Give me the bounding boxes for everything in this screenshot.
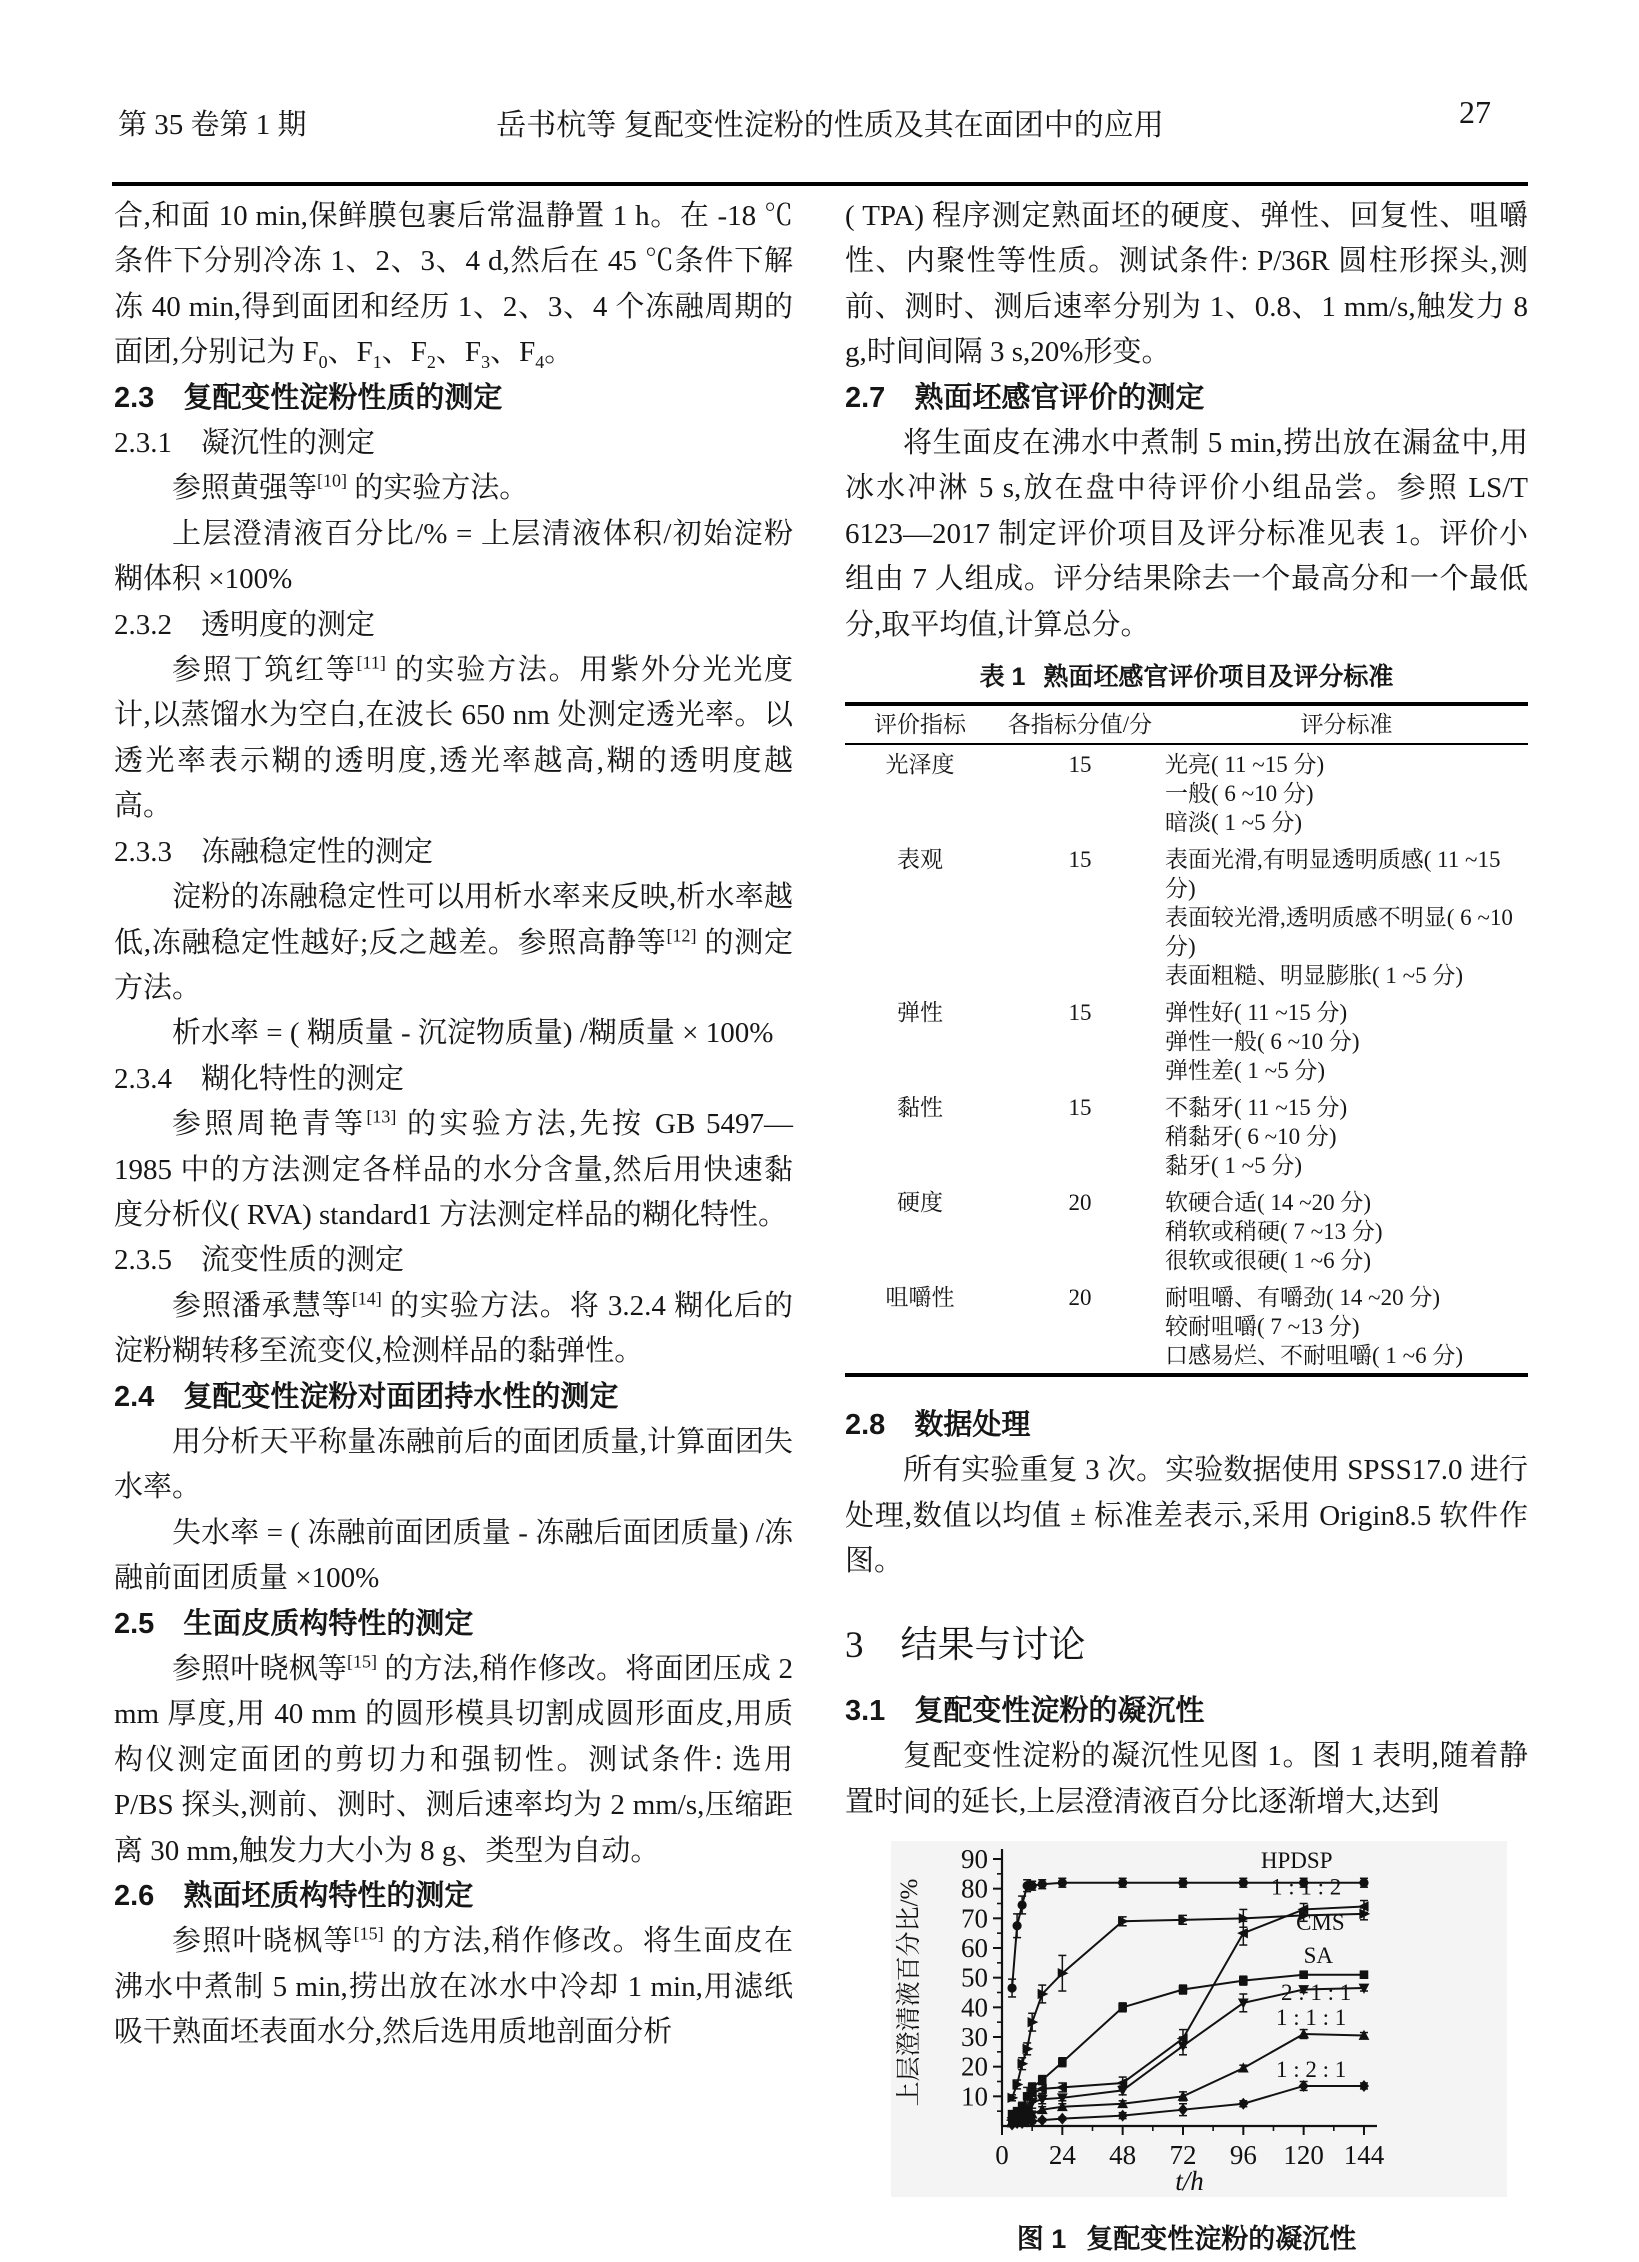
reference-superscript: [13] [366, 1106, 397, 1127]
paragraph [114, 1511, 793, 1602]
criteria-cell [1165, 845, 1528, 990]
running-title: 岳书杭等 复配变性淀粉的性质及其在面团中的应用 [496, 109, 1164, 142]
sub-subsection-heading: 2.3.3 冻融稳定性的测定 [114, 835, 434, 868]
text-run: 合,和面 10 min,保鲜膜包裹后常温静置 1 h。在 -18 ℃条件下分别冷冻 1、2、3、4 d,然后在 45 ℃条件下解冻 40 min,得到面团和经历 1、2、3、4 个冻融周期的面团,分别记为 F [114, 200, 793, 369]
indicator-cell: 黏性 [897, 1095, 943, 1121]
table-header-row [845, 706, 1528, 745]
page-number: 27 [1459, 94, 1491, 130]
sub-subsection-heading: 2.3.5 流变性质的测定 [114, 1244, 405, 1277]
criteria-line: 光亮( 11 ~15 分) [1165, 752, 1325, 778]
criteria-line: 一般( 6 ~10 分) [1165, 781, 1314, 807]
x-tick-label: 0 [995, 2139, 1009, 2170]
x-tick-label: 24 [1048, 2139, 1076, 2170]
reference-superscript: [15] [353, 1923, 384, 1944]
series-label-CMS: CMS [1296, 1910, 1345, 1936]
reference-superscript: [10] [317, 470, 348, 491]
journal-issue: 第 35 卷第 1 期 [118, 109, 307, 141]
sub-subsection-heading: 2.3.2 透明度的测定 [114, 608, 376, 641]
text-run: 用分析天平称量冻融前后的面团质量,计算面团失水率。 [114, 1425, 793, 1504]
x-tick-label: 120 [1283, 2139, 1324, 2170]
table-row [845, 1088, 1528, 1183]
y-tick-label: 10 [961, 2081, 988, 2112]
table-caption-text: 熟面坯感官评价项目及评分标准 [1043, 663, 1394, 692]
subscript: 0 [318, 352, 328, 373]
y-tick-label: 50 [961, 1962, 988, 1993]
subsection-heading: 2.8 数据处理 [845, 1409, 1031, 1442]
text-run: 参照叶晓枫等 [172, 1653, 348, 1685]
table-1 [845, 660, 1528, 1377]
criteria-line: 表面较光滑,透明质感不明显( 6 ~10 分) [1165, 905, 1513, 960]
indicator-cell: 弹性 [897, 1000, 943, 1026]
indicator-cell: 咀嚼性 [885, 1285, 955, 1311]
criteria-line: 不黏牙( 11 ~15 分) [1165, 1095, 1348, 1121]
paragraph [114, 1420, 793, 1511]
subsection-heading: 2.3 复配变性淀粉性质的测定 [114, 381, 503, 414]
criteria-line: 稍软或稍硬( 7 ~13 分) [1165, 1219, 1383, 1245]
text-run: 复配变性淀粉的凝沉性见图 1。图 1 表明,随着静置时间的延长,上层澄清液百分比逐渐增大,达到 [845, 1740, 1528, 1818]
x-tick-label: 48 [1109, 2139, 1137, 2170]
score-cell: 15 [1068, 1095, 1092, 1121]
criteria-cell [1165, 1283, 1528, 1370]
paragraph [114, 512, 793, 603]
x-tick-label: 96 [1229, 2139, 1257, 2170]
left-column [114, 194, 793, 2143]
subsection-heading: 2.6 熟面坯质构特性的测定 [114, 1880, 474, 1913]
subsection-heading: 2.4 复配变性淀粉对面团持水性的测定 [114, 1380, 619, 1413]
subscript: 3 [481, 352, 491, 373]
sensory-score-table [845, 702, 1528, 1377]
text-run: 参照周艳青等 [172, 1108, 367, 1141]
criteria-line: 口感易烂、不耐咀嚼( 1 ~6 分) [1165, 1343, 1464, 1369]
paragraph [845, 421, 1528, 648]
text-run: 的实验方法。用紫外分光光度计,以蒸馏水为空白,在波长 650 nm 处测定透光率。以透光率表示糊的透明度,透光率越高,糊的透明度越高。 [114, 654, 793, 823]
subscript: 1 [372, 352, 382, 373]
paragraph [114, 466, 793, 511]
table-1-caption [845, 660, 1528, 694]
criteria-line: 黏牙( 1 ~5 分) [1165, 1153, 1303, 1179]
reference-superscript: [15] [347, 1651, 378, 1672]
y-tick-label: 30 [961, 2021, 988, 2052]
paragraph [114, 1284, 793, 1375]
text-run: 、F [381, 336, 427, 369]
text-run: 、F [490, 336, 536, 369]
table-caption-label: 表 1 [979, 663, 1026, 692]
reference-superscript: [11] [356, 652, 386, 673]
indicator-cell: 光泽度 [885, 752, 955, 778]
text-run: 的测定方法。 [114, 926, 793, 1004]
text-run: ( TPA) 程序测定熟面坯的硬度、弹性、回复性、咀嚼性、内聚性等性质。测试条件: P/36R 圆柱形探头,测前、测时、测后速率分别为 1、0.8、1 mm/s,触发力 8 g,时间间隔 3 s,20%形变。 [845, 200, 1528, 369]
y-tick-label: 80 [961, 1873, 988, 1904]
subsection-heading: 2.7 熟面坯感官评价的测定 [845, 381, 1205, 414]
text-run: 的方法,稍作修改。将生面皮在沸水中煮制 5 min,捞出放在冰水中冷却 1 min,用滤纸吸干熟面坯表面水分,然后选用质地剖面分析 [114, 1925, 793, 2049]
text-run: 的实验方法。 [347, 472, 529, 505]
text-run: 析水率 = ( 糊质量 - 沉淀物质量) /糊质量 × 100% [172, 1017, 774, 1050]
sub-subsection-heading: 2.3.4 糊化特性的测定 [114, 1062, 405, 1095]
series-label-2:1:1: 2 : 1 : 1 [1281, 1979, 1352, 2005]
y-tick-label: 20 [961, 2051, 988, 2082]
criteria-line: 很软或很硬( 1 ~6 分) [1165, 1248, 1372, 1274]
criteria-line: 稍黏牙( 6 ~10 分) [1165, 1124, 1337, 1150]
y-tick-label: 70 [961, 1903, 988, 1934]
text-run: 、F [435, 336, 482, 369]
text-run: 失水率 = ( 冻融前面团质量 - 冻融后面团质量) /冻融前面团质量 ×100% [114, 1516, 793, 1595]
text-run: 参照潘承慧等 [172, 1289, 352, 1322]
y-axis-label: 上层澄清液百分比/% [896, 1878, 923, 2107]
text-run: 的实验方法,先按 GB 5497—1985 中的方法测定各样品的水分含量,然后用快速黏度分析仪( RVA) standard1 方法测定样品的糊化特性。 [114, 1108, 793, 1231]
score-cell: 15 [1068, 1000, 1092, 1026]
paragraph [114, 1011, 793, 1056]
table-header-cell: 评价指标 [874, 712, 966, 738]
criteria-line: 弹性一般( 6 ~10 分) [1165, 1029, 1360, 1055]
table-row [845, 745, 1528, 840]
criteria-line: 弹性差( 1 ~5 分) [1165, 1058, 1326, 1084]
paragraph [845, 194, 1528, 376]
score-cell: 15 [1068, 752, 1092, 778]
criteria-line: 弹性好( 11 ~15 分) [1165, 1000, 1348, 1026]
text-run: 所有实验重复 3 次。实验数据使用 SPSS17.0 进行处理,数值以均值 ± 标准差表示,采用 Origin8.5 软件作图。 [845, 1454, 1528, 1578]
series-label-1:1:2: 1 : 1 : 2 [1270, 1874, 1342, 1900]
paragraph [114, 194, 793, 376]
text-run: 的实验方法。将 3.2.4 糊化后的淀粉糊转移至流变仪,检测样品的黏弹性。 [114, 1289, 793, 1368]
sub-subsection-heading: 2.3.1 凝沉性的测定 [114, 427, 376, 460]
figure-caption-label: 图 1 [1016, 2223, 1067, 2254]
table-header-cell: 各指标分值/分 [1007, 712, 1153, 738]
subscript: 4 [535, 352, 545, 373]
x-axis-label: t/h [1175, 2165, 1204, 2196]
criteria-line: 软硬合适( 14 ~20 分) [1165, 1190, 1372, 1216]
x-tick-label: 72 [1169, 2139, 1197, 2170]
text-run: 上层澄清液百分比/% = 上层清液体积/初始淀粉糊体积 ×100% [114, 517, 793, 596]
y-tick-label: 40 [961, 1992, 988, 2023]
subsection-heading: 2.5 生面皮质构特性的测定 [114, 1607, 474, 1640]
paragraph [114, 1919, 793, 2055]
figure-1 [845, 1841, 1528, 2262]
indicator-cell: 硬度 [897, 1190, 943, 1216]
text-run: 将生面皮在沸水中煮制 5 min,捞出放在漏盆中,用冰水冲淋 5 s,放在盘中待评价小组品尝。参照 LS/T 6123—2017 制定评价项目及评分标准见表 1。评价小组由 7 人组成。评分结果除去一个最高分和一个最低分,取平均值,计算总分。 [845, 427, 1528, 641]
series-label-1:2:1: 1 : 2 : 1 [1275, 2056, 1347, 2082]
table-row [845, 993, 1528, 1088]
criteria-line: 较耐咀嚼( 7 ~13 分) [1165, 1314, 1360, 1340]
sedimentation-chart [891, 1841, 1507, 2197]
criteria-line: 表面光滑,有明显透明质感( 11 ~15 分) [1165, 847, 1501, 902]
criteria-line: 暗淡( 1 ~5 分) [1165, 810, 1303, 836]
reference-superscript: [14] [351, 1288, 382, 1309]
table-header-cell: 评分标准 [1300, 712, 1393, 738]
paragraph [114, 875, 793, 1011]
x-tick-label: 144 [1343, 2139, 1385, 2170]
figure-1-caption [845, 2217, 1528, 2262]
criteria-cell [1165, 1093, 1528, 1180]
score-cell: 20 [1068, 1285, 1092, 1311]
table-row [845, 1278, 1528, 1373]
paragraph [845, 1734, 1528, 1825]
y-tick-label: 60 [961, 1932, 988, 1963]
paragraph [114, 1102, 793, 1238]
y-tick-label: 90 [961, 1843, 988, 1874]
figure-1-plot [891, 1841, 1507, 2197]
series-label-SA: SA [1303, 1942, 1334, 1968]
text-run: 参照丁筑红等 [172, 654, 357, 687]
text-run: 淀粉的冻融稳定性可以用析水率来反映,析水率越低,冻融稳定性越好;反之越差。参照高静等 [114, 881, 793, 959]
section-heading: 3 结果与讨论 [845, 1624, 1086, 1666]
score-cell: 20 [1068, 1190, 1092, 1216]
right-column [845, 194, 1528, 2254]
series-label-HPDSP: HPDSP [1260, 1847, 1333, 1873]
subscript: 2 [426, 352, 436, 373]
table-row [845, 1183, 1528, 1278]
criteria-line: 表面粗糙、明显膨胀( 1 ~5 分) [1165, 963, 1464, 989]
criteria-cell [1165, 750, 1528, 837]
table-row [845, 840, 1528, 993]
paragraph [114, 1647, 793, 1874]
series-label-1:1:1: 1 : 1 : 1 [1275, 2005, 1347, 2031]
text-run: 参照黄强等 [172, 472, 318, 505]
criteria-line: 耐咀嚼、有嚼劲( 14 ~20 分) [1165, 1285, 1441, 1311]
indicator-cell: 表观 [897, 847, 943, 873]
score-cell: 15 [1068, 847, 1092, 873]
header-rule [112, 182, 1528, 186]
paragraph [114, 648, 793, 830]
reference-superscript: [12] [666, 924, 697, 945]
paragraph [845, 1448, 1528, 1584]
criteria-cell [1165, 998, 1528, 1085]
text-run: 、F [327, 336, 373, 369]
figure-caption-text: 复配变性淀粉的凝沉性 [1086, 2223, 1357, 2254]
text-run: 参照叶晓枫等 [172, 1925, 354, 1958]
subsection-heading: 3.1 复配变性淀粉的凝沉性 [845, 1694, 1205, 1727]
criteria-cell [1165, 1188, 1528, 1275]
text-run: 的方法,稍作修改。将面团压成 2 mm 厚度,用 40 mm 的圆形模具切割成圆形面皮,用质构仪测定面团的剪切力和强韧性。测试条件: 选用 P/BS 探头,测前、测时、测后速率均为 2 mm/s,压缩距离 30 mm,触发力大小为 8 g、类型为自动。 [114, 1653, 793, 1867]
text-run: 。 [544, 336, 574, 369]
